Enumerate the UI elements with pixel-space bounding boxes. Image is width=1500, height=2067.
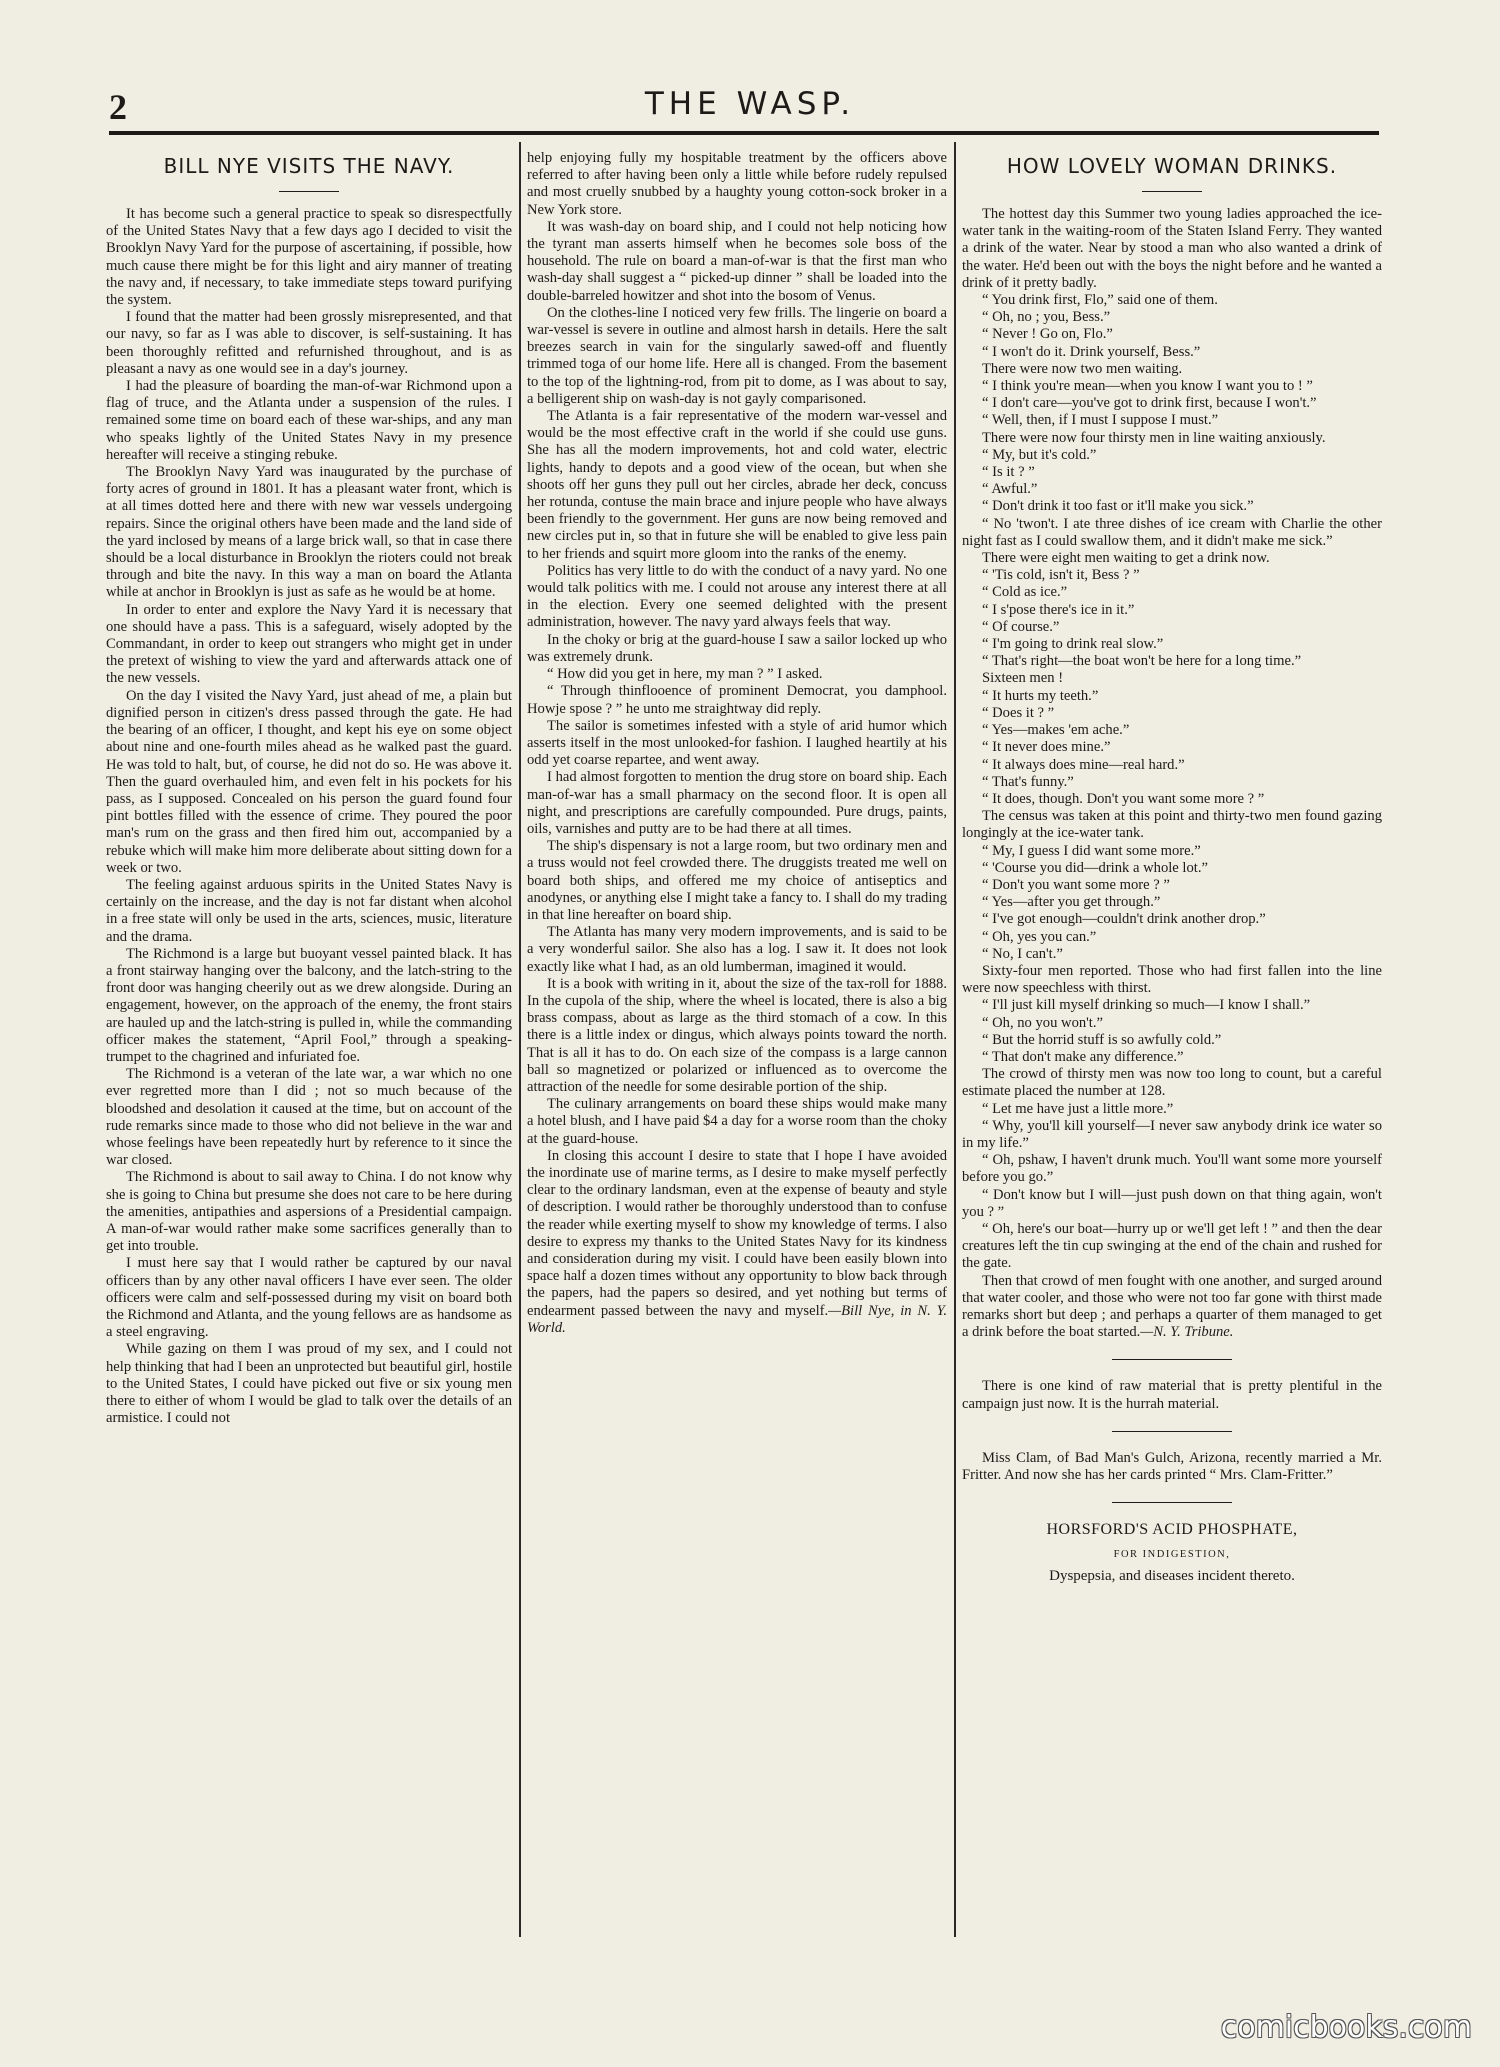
separator-rule — [1112, 1502, 1232, 1503]
paragraph: “ Cold as ice.” — [982, 584, 1068, 601]
paragraph: “ My, I guess I did want some more.” — [982, 842, 1201, 859]
paragraph: “ Is it ? ” — [982, 464, 1035, 481]
paragraph — [962, 1273, 1382, 1342]
paragraph: The Richmond is a veteran of the late war, a war which no one ever regretted more than I did ; not so much because of the bloodshed and desolation it caused at the time, but on account of the rude remarks since made to those who did not believe in the war and whose feelings have been repeatedly hurt by reference to it since the war closed. — [106, 1066, 512, 1169]
article-body — [106, 206, 512, 1427]
separator-rule — [1112, 1359, 1232, 1360]
paragraph: I must here say that I would rather be captured by our naval officers than by any other naval officers I have ever seen. The older officers were calm and self-possessed during my visit on board both the Richmond and Atlanta, and the young fellows are as handsome as a steel engraving. — [106, 1255, 512, 1341]
paragraph: The Richmond is a large but buoyant vessel painted black. It has a front stairway hanging over the balcony, and the latch-string to the front door was hanging cheerily out as we drew alongside. During an engagement, however, on the approach of the enemy, the front stairs are hauled up and the latch-string is pulled in, while the commanding officer makes the statement, “April Fool,” through a speaking-trumpet to the chagrined and infuriated foe. — [106, 945, 512, 1065]
paragraph: “ Don't know but I will—just push down on that thing again, won't you ? ” — [962, 1186, 1382, 1220]
paragraph: “ Well, then, if I must I suppose I must.” — [982, 412, 1219, 429]
paragraph: The Atlanta is a fair representative of the modern war-vessel and would be the most effective craft in the world if she could use guns. She has all the modern improvements, hot and cold water, electric lights, handy to depots and a good view of the ocean, but when she shoots off her guns they pull out her circles, abrade her deck, concuss her rotunda, contuse the main brace and injure people who have always been friendly to the government. Her guns are now being removed and new circles put in, so that in future she will be enabled to give less pain to her friends and squirt more gloom into the ranks of the enemy. — [527, 408, 947, 562]
heading-rule — [279, 191, 339, 192]
paragraph: There were now four thirsty men in line waiting anxiously. — [982, 429, 1326, 446]
heading-rule — [1142, 191, 1202, 192]
paragraph: “ Oh, yes you can.” — [982, 928, 1097, 945]
paragraph: There were eight men waiting to get a drink now. — [982, 550, 1270, 567]
paragraph: Politics has very little to do with the conduct of a navy yard. No one would talk politics with me. I could not arouse any interest there at all in the election. Every one seemed delighted with the present administration, however. The navy yard always feels that way. — [527, 562, 947, 631]
paragraph: “ Let me have just a little more.” — [982, 1100, 1174, 1117]
paragraph: Sixteen men ! — [982, 670, 1064, 687]
paragraph: “ Does it ? ” — [982, 704, 1055, 721]
watermark: comicbooks.com — [1220, 2010, 1472, 2045]
paragraph: The census was taken at this point and thirty-two men found gazing longingly at the ice-water tank. — [962, 808, 1382, 842]
paragraph: “ 'Tis cold, isn't it, Bess ? ” — [982, 567, 1140, 584]
article-signature: —N. Y. Tribune. — [1140, 1324, 1234, 1341]
paragraph: “ Oh, pshaw, I haven't drunk much. You'll want some more yourself before you go.” — [962, 1152, 1382, 1186]
paragraph: “ You drink first, Flo,” said one of them. — [982, 292, 1218, 309]
paragraph: “ I won't do it. Drink yourself, Bess.” — [982, 343, 1201, 360]
paragraph: “ Why, you'll kill yourself—I never saw anybody drink ice water so in my life.” — [962, 1117, 1382, 1151]
paragraph: The Atlanta has many very modern improvements, and is said to be a very wonderful sailor. She also has a log. I saw it. It does not look exactly like what I had, as an old lumberman, imagined it would. — [527, 924, 947, 975]
masthead: THE WASP. — [644, 86, 856, 122]
paragraph: “ Oh, here's our boat—hurry up or we'll get left ! ” and then the dear creatures left the tin cup swinging at the end of the chain and rushed for the gate. — [962, 1220, 1382, 1272]
paragraph: “ Oh, no you won't.” — [982, 1014, 1103, 1031]
paragraph: “ I think you're mean—when you know I want you to ! ” — [982, 378, 1313, 395]
paragraph: On the day I visited the Navy Yard, just ahead of me, a plain but dignified person in citizen's dress passed through the gate. He had the bearing of an officer, I thought, and kept his eye on some object about nine and one-fourth miles ahead as he walked past the guard. He was told to halt, but, of course, he did not do so. He was above it. Then the guard overhauled him, and even felt in his pockets for his pass, as I supposed. Concealed on his person the guard found four pint bottles filled with the essence of crime. They poured the poor man's rum on the grass and then fired him out, accompanied by a rebuke which will make him more deliberate about sitting down for a week or two. — [106, 687, 512, 876]
paragraph: In order to enter and explore the Navy Yard it is necessary that one should have a pass. This is a safeguard, wisely adopted by the Commandant, in order to keep out strangers who might get in under the pretext of wishing to view the yard and afterwards attack one of the new vessels. — [106, 601, 512, 687]
paragraph — [527, 1148, 947, 1337]
paragraph: The sailor is sometimes infested with a style of arid humor which asserts itself in the most unlooked-for fashion. I laughed heartily at his odd yet coarse repartee, and went away. — [527, 717, 947, 769]
paragraph: “ No, I can't.” — [982, 945, 1063, 962]
paragraph: The Richmond is about to sail away to China. I do not know why she is going to China but presume she does not care to be here during the amenities, antipathies and aspersions of a Presidential campaign. A man-of-war would rather make some sacrifices generally than to get into trouble. — [106, 1169, 512, 1255]
ad-line: Dyspepsia, and diseases incident thereto. — [1049, 1568, 1295, 1585]
article-signature: —Bill Nye, in N. Y. World. — [527, 1302, 947, 1336]
column-3 — [962, 150, 1382, 2067]
paragraph: “ Awful.” — [982, 481, 1038, 498]
page-number: 2 — [109, 87, 127, 127]
paragraph: On the clothes-line I noticed very few frills. The lingerie on board a war-vessel is severe in outline and almost harsh in details. Here the salt breezes search in vain for the singularly sawed-off and fluently trimmed toga of our home life. Here all is changed. From the basement to the top of the lightning-rod, from pit to dome, as I was about to say, a belligerent ship on wash-day is not gayly comparisoned. — [527, 304, 947, 407]
paragraph: “ It always does mine—real hard.” — [982, 756, 1185, 773]
column-divider — [519, 142, 521, 1937]
paragraph: “ I've got enough—couldn't drink another drop.” — [982, 911, 1266, 928]
paragraph: “ Of course.” — [982, 618, 1060, 635]
paragraph: “ Don't you want some more ? ” — [982, 876, 1170, 893]
paragraph: The hottest day this Summer two young ladies approached the ice-water tank in the waiting-room of the Staten Island Ferry. They wanted a drink of the water. Near by stood a man who also wanted a drink of the water. He'd been out with the boys the night before and he wanted a drink of it pretty badly. — [962, 206, 1382, 291]
paragraph: “ But the horrid stuff is so awfully cold.” — [982, 1031, 1222, 1048]
paragraph-text: In closing this account I desire to state that I hope I have avoided the inordinate use of marine terms, as I desire to make myself perfectly clear to the ordinary landsman, even at the expense of beauty and style of description. I would rather be thoroughly understood than to confuse the reader while exerting myself to show my knowledge of terms. I also desire to express my thanks to the United States Navy for its kindness and consideration during my visit. I could have been easily blown into space half a dozen times without any opportunity to blow back through the papers, had the papers so desired, and yet nothing but terms of endearment passed between the navy and myself. — [527, 1147, 947, 1319]
paragraph: There were now two men waiting. — [982, 360, 1183, 377]
paragraph: “ Through thinflooence of prominent Democrat, you damphool. Howje spose ? ” he unto me straightway did reply. — [527, 683, 947, 717]
short-item — [962, 1378, 1382, 1412]
paragraph: “ It never does mine.” — [982, 739, 1111, 756]
masthead-rule — [109, 131, 1379, 135]
paragraph: The ship's dispensary is not a large room, but two ordinary men and a truss would not feel crowded there. The druggists treated me well on board both ships, and offered me my choice of antiseptics and anodynes, or anything else I might take a fancy to. I shall do my trading in that line hereafter on board ship. — [527, 838, 947, 923]
paragraph: “ Yes—after you get through.” — [982, 894, 1161, 911]
paragraph: “ Yes—makes 'em ache.” — [982, 722, 1130, 739]
advertisement — [962, 1521, 1382, 1585]
article-body-continued — [527, 150, 947, 1337]
paragraph: It has become such a general practice to speak so disrespectfully of the United States Navy that a few days ago I decided to visit the Brooklyn Navy Yard for the purpose of ascertaining, if possible, how much cause there might be for this light and airy manner of treating the navy and, if necessary, to take immediate steps toward purifying the system. — [106, 206, 512, 309]
paragraph: “ It hurts my teeth.” — [982, 687, 1099, 704]
article-heading: BILL NYE VISITS THE NAVY. — [163, 154, 455, 178]
paragraph: While gazing on them I was proud of my sex, and I could not help thinking that had I been an unprotected but beautiful girl, hostile to the United States, I could have picked out five or six young men there to either of whom I would be glad to talk over the details of an armistice. I could not — [106, 1341, 512, 1427]
paragraph: “ 'Course you did—drink a whole lot.” — [982, 859, 1208, 876]
ad-title: HORSFORD'S ACID PHOSPHATE, — [1046, 1521, 1298, 1539]
paragraph: The crowd of thirsty men was now too long to count, but a careful estimate placed the number at 128. — [962, 1066, 1382, 1100]
paragraph: “ How did you get in here, my man ? ” I asked. — [547, 666, 823, 683]
paragraph: “ I don't care—you've got to drink first, because I won't.” — [982, 395, 1317, 412]
paragraph: There is one kind of raw material that is pretty plentiful in the campaign just now. It is the hurrah material. — [962, 1378, 1382, 1412]
paragraph: Sixty-four men reported. Those who had first fallen into the line were now speechless with thirst. — [962, 962, 1382, 997]
paragraph: The Brooklyn Navy Yard was inaugurated by the purchase of forty acres of ground in 1801. It has a pleasant water front, which is at all times dotted here and there with new war vessels undergoing repairs. Since the original others have been made and the land side of the yard inclosed by means of a large brick wall, so that in case there should be a local disturbance in Brooklyn the rioters could not break through and bite the navy. In this way a man on board the Atlanta while at anchor in Brooklyn is just as safe as he would be at home. — [106, 464, 512, 601]
ad-subtitle: FOR INDIGESTION, — [1113, 1549, 1231, 1561]
paragraph: “ Never ! Go on, Flo.” — [982, 326, 1113, 343]
paragraph: “ Oh, no ; you, Bess.” — [982, 309, 1111, 326]
paragraph: “ I'm going to drink real slow.” — [982, 636, 1164, 653]
article-body — [962, 206, 1382, 1341]
paragraph: It was wash-day on board ship, and I could not help noticing how the tyrant man asserts himself when he becomes sole boss of the household. The rule on board a man-of-war is that the first man who wash-day shall suggest a “ picked-up dinner ” shall be loaded into the double-barreled howitzer and shot into the bosom of Venus. — [527, 218, 947, 304]
paragraph: “ No 'twon't. I ate three dishes of ice cream with Charlie the other night fast as I could swallow them, and it didn't make me sick.” — [962, 515, 1382, 549]
paragraph: The culinary arrangements on board these ships would make many a hotel blush, and I have paid $4 a day for a worse room than the choky at the guard-house. — [527, 1096, 947, 1147]
article-heading: HOW LOVELY WOMAN DRINKS. — [1006, 154, 1338, 178]
paragraph: “ Don't drink it too fast or it'll make you sick.” — [982, 498, 1254, 515]
paragraph: “ I'll just kill myself drinking so much—I know I shall.” — [982, 997, 1311, 1014]
paragraph: “ It does, though. Don't you want some more ? ” — [982, 790, 1265, 807]
column-2 — [527, 150, 947, 2067]
paragraph: It is a book with writing in it, about the size of the tax-roll for 1888. In the cupola of the ship, where the wheel is located, there is also a big brass compass, about as large as the third stomach of a cow. In this there is a little index or dingus, which always points toward the north. That is all it has to do. On each size of the compass is a large cannon ball so magnetized or polarized or influenced as to overcome the attraction of the needle for some desirable portion of the ship. — [527, 975, 947, 1095]
separator-rule — [1112, 1431, 1232, 1432]
paragraph: In the choky or brig at the guard-house I saw a sailor locked up who was extremely drunk. — [527, 631, 947, 665]
paragraph: I had almost forgotten to mention the drug store on board ship. Each man-of-war has a small pharmacy on the second floor. It is open all night, and prescriptions are carefully compounded. Pure drugs, paints, oils, varnishes and putty are to be had there at all times. — [527, 769, 947, 837]
paragraph: The feeling against arduous spirits in the United States Navy is certainly on the increase, and the day is not far distant when alcohol in a free state will only be used in the arts, sciences, music, literature and the drama. — [106, 876, 512, 945]
paragraph: Miss Clam, of Bad Man's Gulch, Arizona, recently married a Mr. Fritter. And now she has her cards printed “ Mrs. Clam-Fritter.” — [962, 1449, 1382, 1484]
paragraph-text: Then that crowd of men fought with one another, and surged around that water cooler, and those who were not too far gone with thirst made remarks short but deep ; and perhaps a quarter of them managed to get a drink before the boat started. — [962, 1272, 1382, 1341]
short-item — [962, 1450, 1382, 1484]
paragraph: I found that the matter had been grossly misrepresented, and that our navy, so far as I was able to discover, is self-sustaining. It has been thoroughly refitted and refurnished throughout, and is as pleasant a navy as one would see in a day's journey. — [106, 309, 512, 377]
paragraph: help enjoying fully my hospitable treatment by the officers above referred to after having been only a little while before rudely repulsed and most cruelly snubbed by a haughty young cotton-sock broker in a New York store. — [527, 150, 947, 218]
paragraph: I had the pleasure of boarding the man-of-war Richmond upon a flag of truce, and the Atlanta under a suspension of the rules. I remained some time on board each of these war-ships, and any man who speaks lightly of the United States Navy in my presence hereafter will receive a stinging rebuke. — [106, 378, 512, 463]
column-1 — [106, 150, 512, 2067]
paragraph: “ That's right—the boat won't be here for a long time.” — [982, 653, 1302, 670]
column-divider — [954, 142, 956, 1937]
paragraph: “ My, but it's cold.” — [982, 446, 1097, 463]
paragraph: “ That's funny.” — [982, 773, 1074, 790]
paragraph: “ That don't make any difference.” — [982, 1048, 1184, 1065]
paragraph: “ I s'pose there's ice in it.” — [982, 601, 1135, 618]
